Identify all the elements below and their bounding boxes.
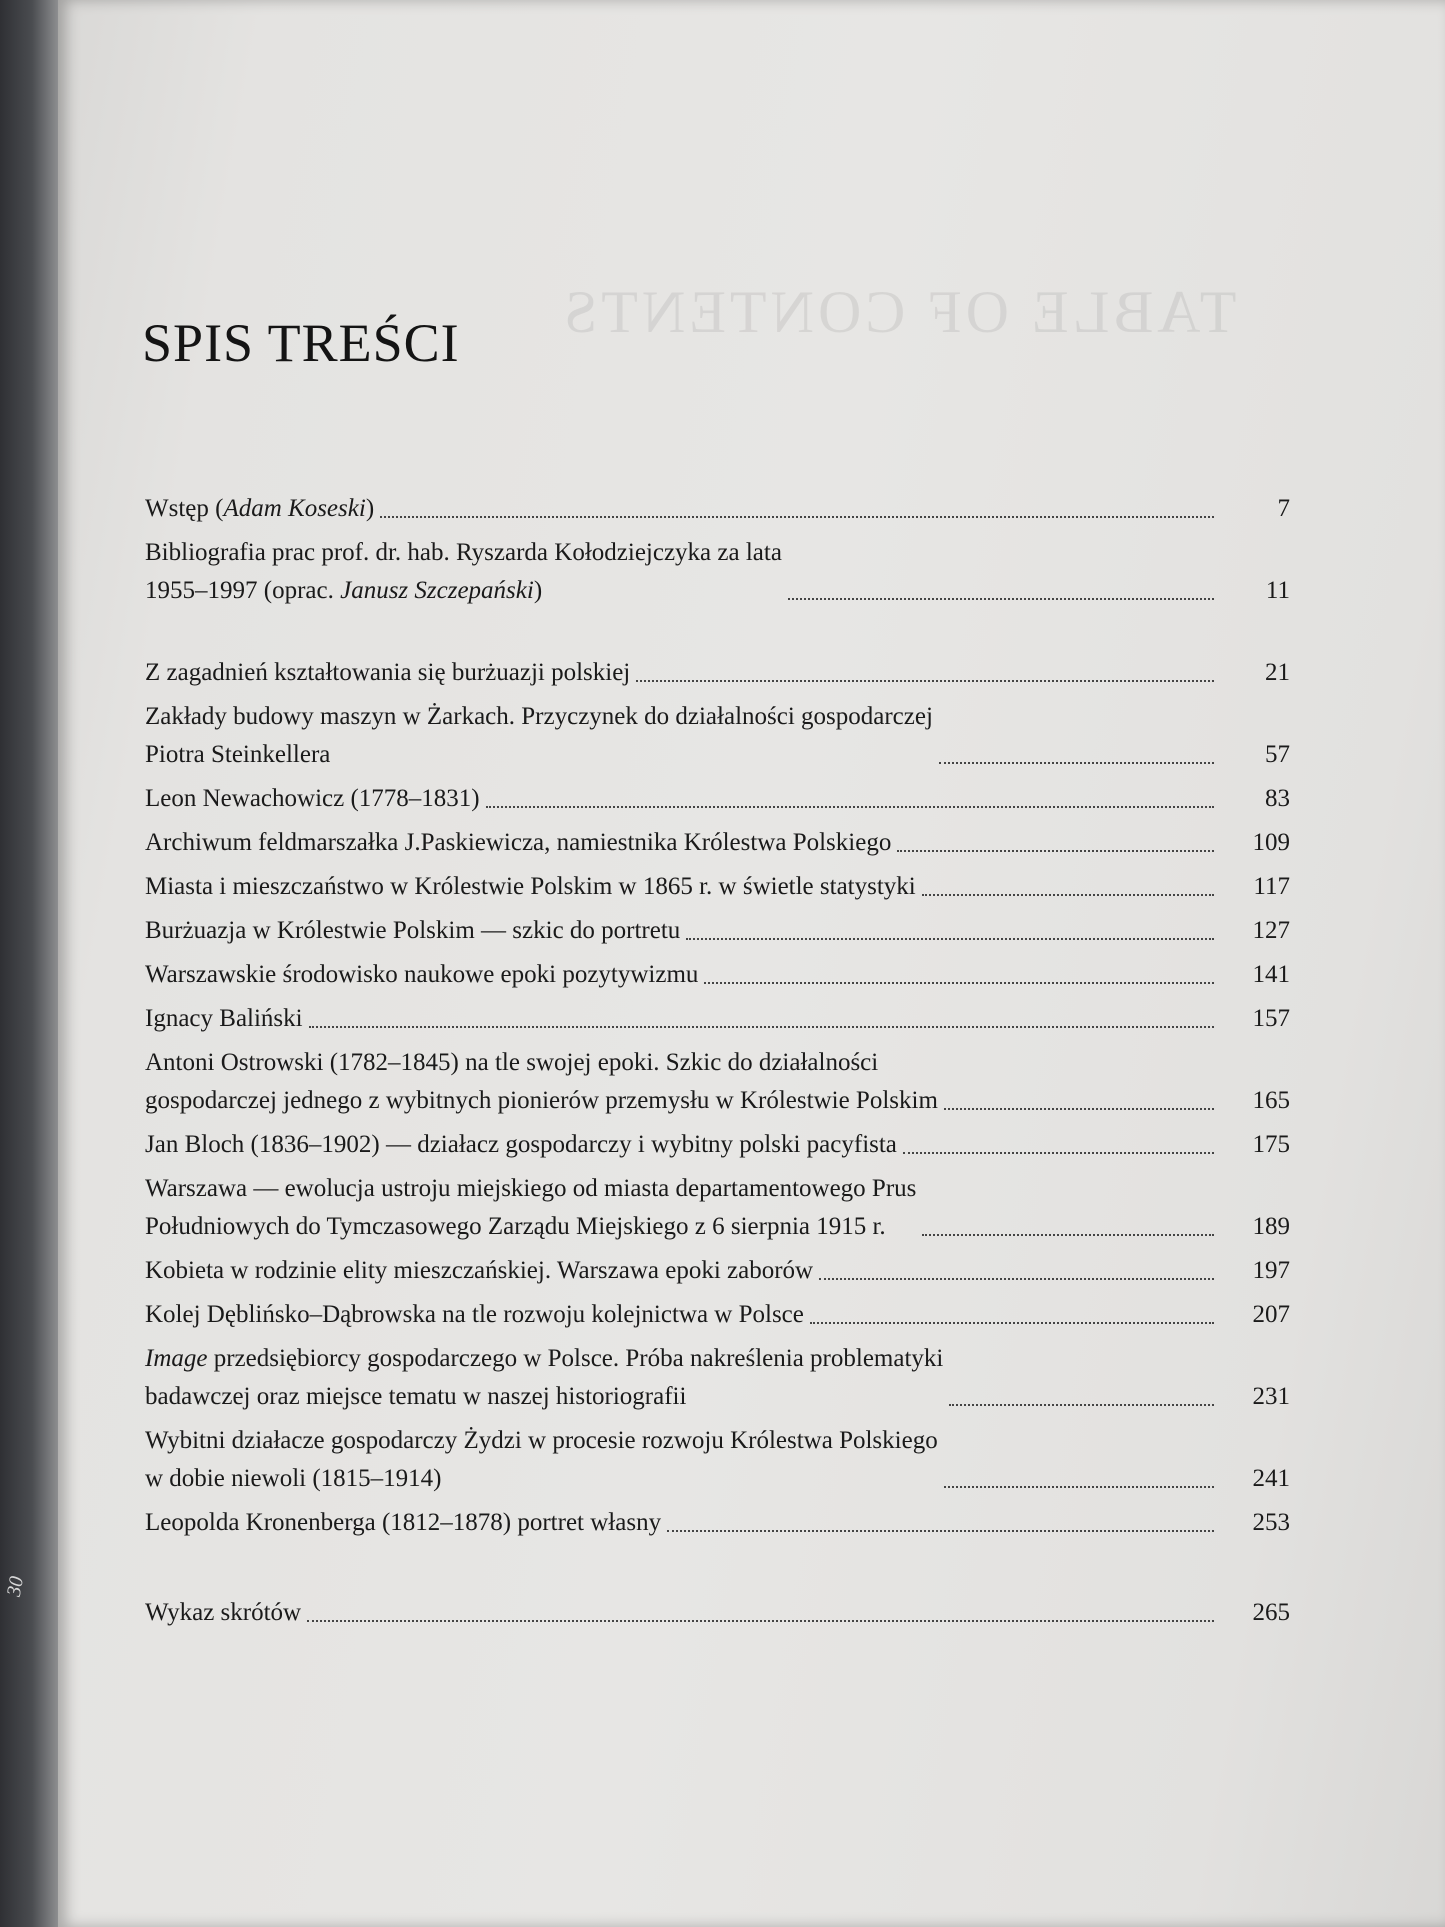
- toc-entry-line: [145, 1208, 916, 1246]
- dot-leader: [486, 806, 1214, 808]
- toc-entry: [145, 1252, 1290, 1290]
- toc-entry-title: [145, 868, 916, 906]
- toc-entry: [145, 1340, 1290, 1416]
- entry-text: Warszawa — ewolucja ustroju miejskiego od miasta departamentowego Prus: [145, 1175, 917, 1202]
- entry-text: Wykaz skrótów: [145, 1599, 302, 1626]
- section-gap: [145, 610, 1290, 654]
- entry-text: Z zagadnień kształtowania się burżuazji polskiej: [145, 659, 631, 686]
- toc-entry-line: [145, 780, 480, 818]
- toc-entry-line: [145, 1252, 813, 1290]
- italic-text: Image: [145, 1345, 208, 1372]
- entry-text: Wybitni działacze gospodarczy Żydzi w procesie rozwoju Królestwa Polskiego: [145, 1427, 938, 1454]
- page-number: 141: [1252, 961, 1290, 988]
- toc-entry-title: [145, 1126, 897, 1164]
- dot-leader: [667, 1530, 1214, 1532]
- toc-entry: [145, 1044, 1290, 1120]
- entry-text: Ignacy Baliński: [145, 1005, 303, 1032]
- toc-entry-title: [145, 824, 891, 862]
- toc-entry-title: [145, 698, 933, 774]
- entry-text: Bibliografia prac prof. dr. hab. Ryszarda Kołodziejczyka za lata: [145, 539, 782, 566]
- entry-text: Południowych do Tymczasowego Zarządu Miejskiego z 6 sierpnia 1915 r.: [145, 1213, 886, 1240]
- toc-entry: [145, 1000, 1290, 1038]
- toc-entry-title: [145, 1504, 661, 1542]
- page-number: 189: [1252, 1213, 1290, 1240]
- toc-entry-title: [145, 1422, 938, 1498]
- page-number: 165: [1252, 1087, 1290, 1114]
- dot-leader: [903, 1152, 1214, 1154]
- entry-text: Antoni Ostrowski (1782–1845) na tle swojej epoki. Szkic do działalności: [145, 1049, 879, 1076]
- toc-entry-line: [145, 736, 933, 774]
- toc-entry-title: [145, 956, 698, 994]
- toc-entry-line: [145, 868, 916, 906]
- page-number: 231: [1252, 1383, 1290, 1410]
- dot-leader: [307, 1620, 1214, 1622]
- toc-entry-title: [145, 1170, 916, 1246]
- toc-entry-line: [145, 1504, 661, 1542]
- toc-entry-line: [145, 1460, 938, 1498]
- toc-entry: [145, 1126, 1290, 1164]
- entry-text: Warszawskie środowisko naukowe epoki pozytywizmu: [145, 961, 699, 988]
- toc-entry: [145, 1296, 1290, 1334]
- dot-leader: [810, 1322, 1214, 1324]
- toc-entry-title: [145, 1000, 303, 1038]
- toc-entry: [145, 654, 1290, 692]
- page-number: 109: [1252, 829, 1290, 856]
- toc-entry-line: [145, 912, 680, 950]
- dot-leader: [939, 762, 1214, 764]
- page-number: 207: [1252, 1301, 1290, 1328]
- toc-entry-title: [145, 654, 630, 692]
- dot-leader: [922, 1234, 1214, 1236]
- page-number: 117: [1253, 873, 1290, 900]
- dot-leader: [897, 850, 1214, 852]
- toc-entry-title: [145, 780, 480, 818]
- toc-entry-line: [145, 654, 630, 692]
- page-title: SPIS TREŚCI: [142, 313, 460, 373]
- dot-leader: [788, 598, 1214, 600]
- toc-entry: [145, 912, 1290, 950]
- dot-leader: [704, 982, 1214, 984]
- entry-text: Jan Bloch (1836–1902) — działacz gospodarczy i wybitny polski pacyfista: [145, 1131, 897, 1158]
- page-number: 83: [1265, 785, 1290, 812]
- italic-text: Adam Koseski: [223, 495, 366, 522]
- dot-leader: [944, 1486, 1214, 1488]
- page-number: 253: [1252, 1509, 1290, 1536]
- entry-text: 1955–1997 (oprac.: [145, 577, 341, 604]
- toc-entry-line: [145, 534, 782, 572]
- toc-entry-line: [145, 956, 698, 994]
- entry-text: Burżuazja w Królestwie Polskim — szkic do portretu: [145, 917, 681, 944]
- entry-text: Piotra Steinkellera: [145, 741, 331, 768]
- toc-entry-line: [145, 1378, 943, 1416]
- page-number: 127: [1252, 917, 1290, 944]
- entry-text: Kolej Dęblińsko–Dąbrowska na tle rozwoju kolejnictwa w Polsce: [145, 1301, 804, 1328]
- toc-entry-title: [145, 912, 680, 950]
- toc-entry-title: [145, 1340, 943, 1416]
- page-number: 157: [1252, 1005, 1290, 1032]
- toc-entry-line: [145, 698, 933, 736]
- entry-text: Archiwum feldmarszałka J.Paskiewicza, namiestnika Królestwa Polskiego: [145, 829, 892, 856]
- entry-text: Zakłady budowy maszyn w Żarkach. Przyczynek do działalności gospodarczej: [145, 703, 933, 730]
- entry-text: w dobie niewoli (1815–1914): [145, 1465, 442, 1492]
- entry-text: przedsiębiorcy gospodarczego w Polsce. Próba nakreślenia problematyki: [207, 1345, 944, 1372]
- toc-entry-line: [145, 1000, 303, 1038]
- page-number: 21: [1265, 659, 1290, 686]
- entry-text: Miasta i mieszczaństwo w Królestwie Polskim w 1865 r. w świetle statystyki: [145, 873, 916, 900]
- toc-entry: [145, 534, 1290, 610]
- page-number: 197: [1252, 1257, 1290, 1284]
- italic-text: Janusz Szczepański: [340, 577, 534, 604]
- page-number: 11: [1265, 577, 1290, 604]
- toc-entry-line: [145, 1082, 938, 1120]
- dot-leader: [944, 1108, 1214, 1110]
- toc-entry-line: [145, 1044, 938, 1082]
- toc-entry-title: [145, 1296, 804, 1334]
- toc-entry-line: [145, 572, 782, 610]
- toc-entry-title: [145, 1044, 938, 1120]
- page-number: 57: [1265, 741, 1290, 768]
- dot-leader: [922, 894, 1214, 896]
- dot-leader: [380, 516, 1214, 518]
- toc-entry-line: [145, 1170, 916, 1208]
- toc-entry-line: [145, 1126, 897, 1164]
- adjacent-page-edge: [0, 0, 58, 1927]
- entry-text: Leopolda Kronenberga (1812–1878) portret własny: [145, 1509, 662, 1536]
- dot-leader: [686, 938, 1214, 940]
- entry-text: ): [533, 577, 543, 604]
- dot-leader: [636, 680, 1214, 682]
- toc-entry-title: [145, 1252, 813, 1290]
- toc-entry-line: [145, 1594, 301, 1632]
- page-number: 265: [1252, 1599, 1290, 1626]
- toc-entry: [145, 1594, 1290, 1632]
- section-gap: [145, 1542, 1290, 1594]
- toc-entry: [145, 780, 1290, 818]
- show-through-text: TABLE OF CONTENTS: [560, 279, 1237, 345]
- toc-entry: [145, 490, 1290, 528]
- entry-text: Wstęp (: [145, 495, 224, 522]
- entry-text: gospodarczej jednego z wybitnych pionierów przemysłu w Królestwie Polskim: [145, 1087, 938, 1114]
- toc-entry-line: [145, 824, 891, 862]
- page-number: 241: [1252, 1465, 1290, 1492]
- toc-entry: [145, 868, 1290, 906]
- toc-entry: [145, 956, 1290, 994]
- toc-entry: [145, 1504, 1290, 1542]
- toc-entry-line: [145, 1340, 943, 1378]
- entry-text: Kobieta w rodzinie elity mieszczańskiej. Warszawa epoki zaborów: [145, 1257, 814, 1284]
- dot-leader: [819, 1278, 1214, 1280]
- dot-leader: [309, 1026, 1214, 1028]
- table-of-contents: [145, 490, 1290, 1632]
- entry-text: ): [365, 495, 375, 522]
- toc-entry-line: [145, 490, 374, 528]
- page-number: 175: [1252, 1131, 1290, 1158]
- toc-entry-title: [145, 1594, 301, 1632]
- toc-entry-title: [145, 534, 782, 610]
- toc-entry-line: [145, 1422, 938, 1460]
- entry-text: Leon Newachowicz (1778–1831): [145, 785, 480, 812]
- entry-text: badawczej oraz miejsce tematu w naszej historiografii: [145, 1383, 687, 1410]
- toc-entry: [145, 698, 1290, 774]
- page-number: 7: [1277, 495, 1290, 522]
- toc-entry: [145, 1422, 1290, 1498]
- toc-entry-line: [145, 1296, 804, 1334]
- toc-entry: [145, 1170, 1290, 1246]
- dot-leader: [949, 1404, 1214, 1406]
- toc-entry: [145, 824, 1290, 862]
- toc-entry-title: [145, 490, 374, 528]
- margin-handwriting: 30: [2, 1574, 29, 1599]
